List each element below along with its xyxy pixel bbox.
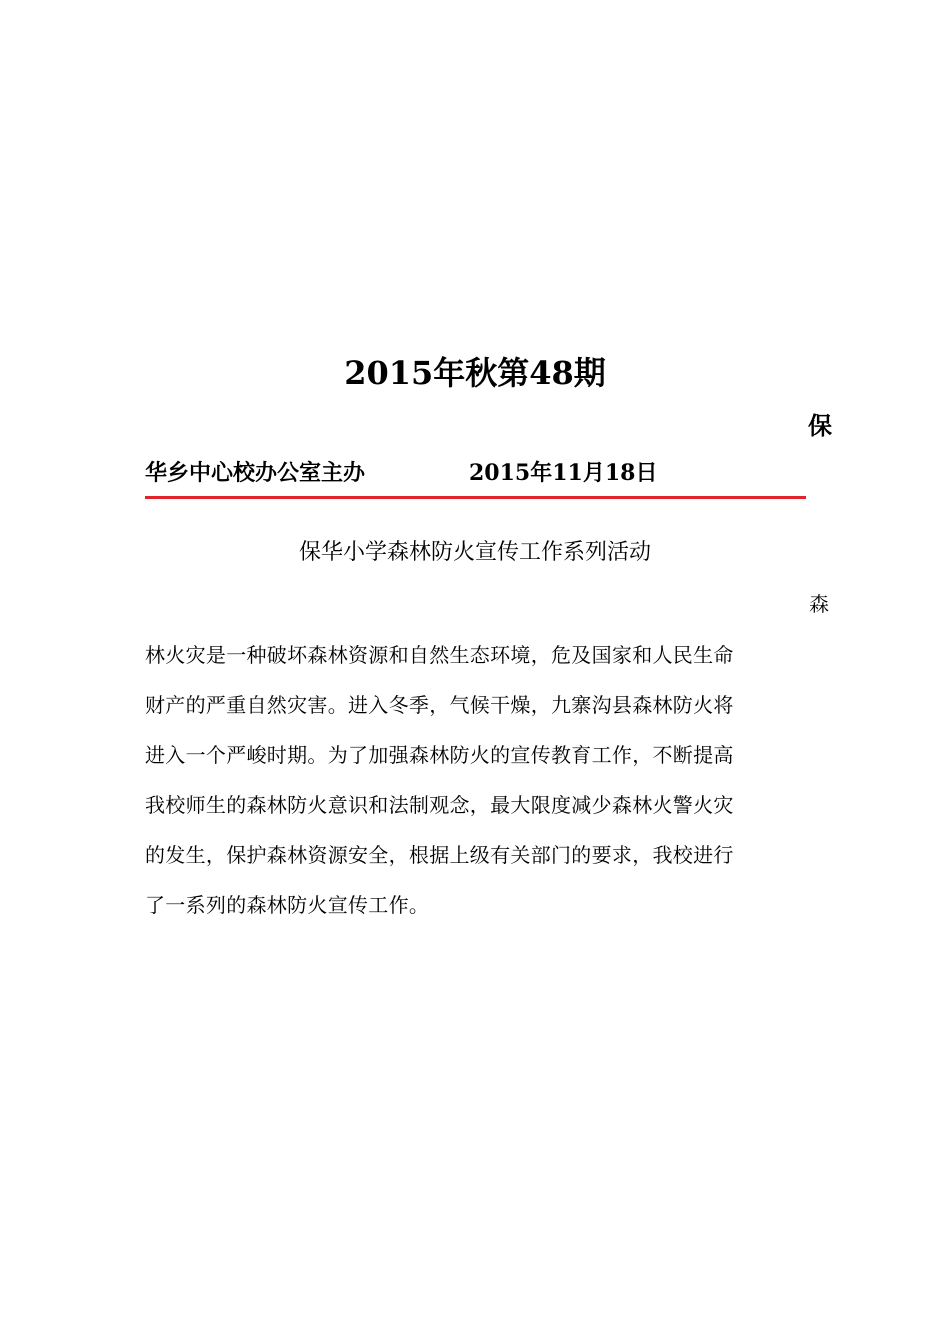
corner-char-bao: 保 — [808, 411, 832, 440]
issue-title: 2015年秋第48期 — [344, 354, 606, 392]
article-title: 保华小学森林防火宣传工作系列活动 — [298, 540, 651, 565]
organizer-label: 华乡中心校办公室主办 — [145, 460, 366, 486]
body-line: 林火灾是一种破坏森林资源和自然生态环境，危及国家和人民生命 — [145, 643, 734, 667]
body-line: 了一系列的森林防火宣传工作。 — [145, 893, 430, 917]
body-line: 我校师生的森林防火意识和法制观念，最大限度减少森林火警火灾 — [145, 793, 734, 817]
body-line: 财产的严重自然灾害。进入冬季，气候干燥，九寨沟县森林防火将 — [145, 693, 734, 717]
body-line: 的发生，保护森林资源安全，根据上级有关部门的要求，我校进行 — [145, 843, 734, 867]
body-line: 进入一个严峻时期。为了加强森林防火的宣传教育工作，不断提高 — [145, 743, 734, 767]
issue-date: 2015年11月18日 — [469, 460, 658, 486]
corner-char-sen: 森 — [809, 592, 829, 616]
header-divider — [145, 496, 806, 499]
article-body — [145, 630, 810, 930]
